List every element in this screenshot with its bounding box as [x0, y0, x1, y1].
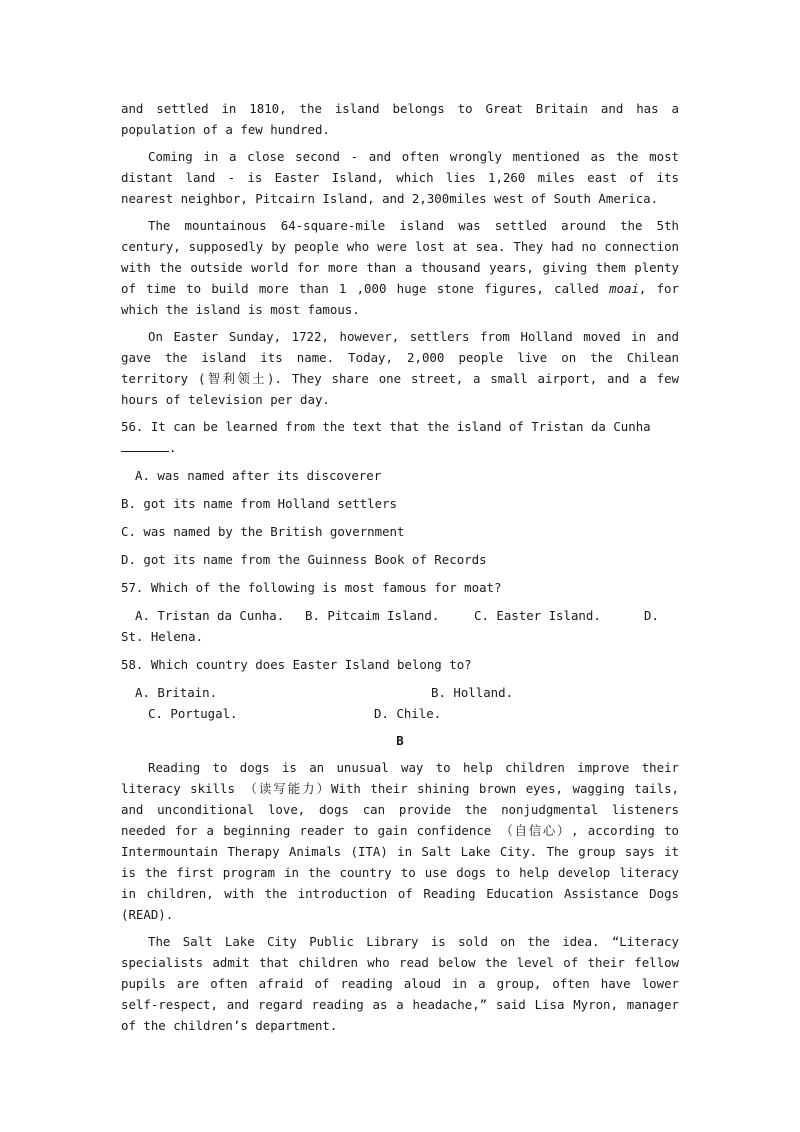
option-d-text: St. Helena. — [121, 629, 204, 644]
options-row — [121, 703, 679, 724]
paragraph: and settled in 1810, the island belongs to Great Britain and has a population of a few hundred. — [121, 101, 679, 137]
option-d: D. Chile. — [374, 706, 442, 721]
paragraph: The Salt Lake City Public Library is sold on the idea. “Literacy specialists admit that children who read below the level of their fellow pupils are often afraid of reading aloud in a group, often have lower self-respect, and regard reading as a headache,” said Lisa Myron, manager of the children’s department. — [121, 934, 679, 1033]
paragraph: Coming in a close second - and often wrongly mentioned as the most distant land - is Easter Island, which lies 1,260 miles east of its nearest neighbor, Pitcairn Island, and 2,300miles west of South America. — [121, 149, 679, 206]
paragraph — [121, 215, 679, 320]
document-page — [121, 98, 679, 1042]
option-c: C. was named by the British government — [121, 524, 405, 539]
options-row — [121, 605, 679, 626]
option-b: B. Pitcaim Island. — [305, 608, 440, 623]
options-row — [121, 682, 679, 703]
option-a: A. was named after its discoverer — [135, 468, 382, 483]
option-d-letter: D. — [644, 608, 659, 623]
option-b: B. got its name from Holland settlers — [121, 496, 398, 511]
question-end: . — [169, 440, 177, 455]
paragraph-text: , for which the island is most famous. — [121, 281, 679, 317]
question-text: 56. It can be learned from the text that the island of Tristan da Cunha — [121, 419, 651, 434]
italic-term: moai — [609, 281, 639, 296]
answer-blank — [121, 438, 169, 452]
option-a: A. Britain. — [135, 685, 218, 700]
option-b: B. Holland. — [431, 685, 514, 700]
option-d: D. got its name from the Guinness Book of Records — [121, 552, 487, 567]
section-heading: B — [396, 733, 404, 748]
question-58-stem: 58. Which country does Easter Island belong to? — [121, 657, 472, 672]
question-56-stem — [121, 416, 679, 458]
option-c: C. Easter Island. — [474, 608, 601, 623]
paragraph: Reading to dogs is an unusual way to help children improve their literacy skills （读写能力）With their shining brown eyes, wagging tails, and unconditional love, dogs can provide the nonjudgmental listeners needed for a beginning reader to gain confidence （自信心）, according to Intermountain Therapy Animals (ITA) in Salt Lake City. The group says it is the first program in the country to use dogs to help develop literacy in children, with the introduction of Reading Education Assistance Dogs (READ). — [121, 760, 679, 922]
paragraph-text: The mountainous 64-square-mile island was settled around the 5th century, supposedly by people who were lost at sea. They had no connection with the outside world for more than a thousand years, giving them plenty of time to build more than 1 ,000 huge stone figures, called — [121, 218, 679, 296]
question-57-stem: 57. Which of the following is most famous for moat? — [121, 580, 502, 595]
option-a: A. Tristan da Cunha. — [135, 608, 285, 623]
paragraph: On Easter Sunday, 1722, however, settlers from Holland moved in and gave the island its name. Today, 2,000 people live on the Chilean territory (智利领土). They share one street, a small airport, and a few hours of television per day. — [121, 329, 679, 407]
option-c: C. Portugal. — [148, 706, 238, 721]
